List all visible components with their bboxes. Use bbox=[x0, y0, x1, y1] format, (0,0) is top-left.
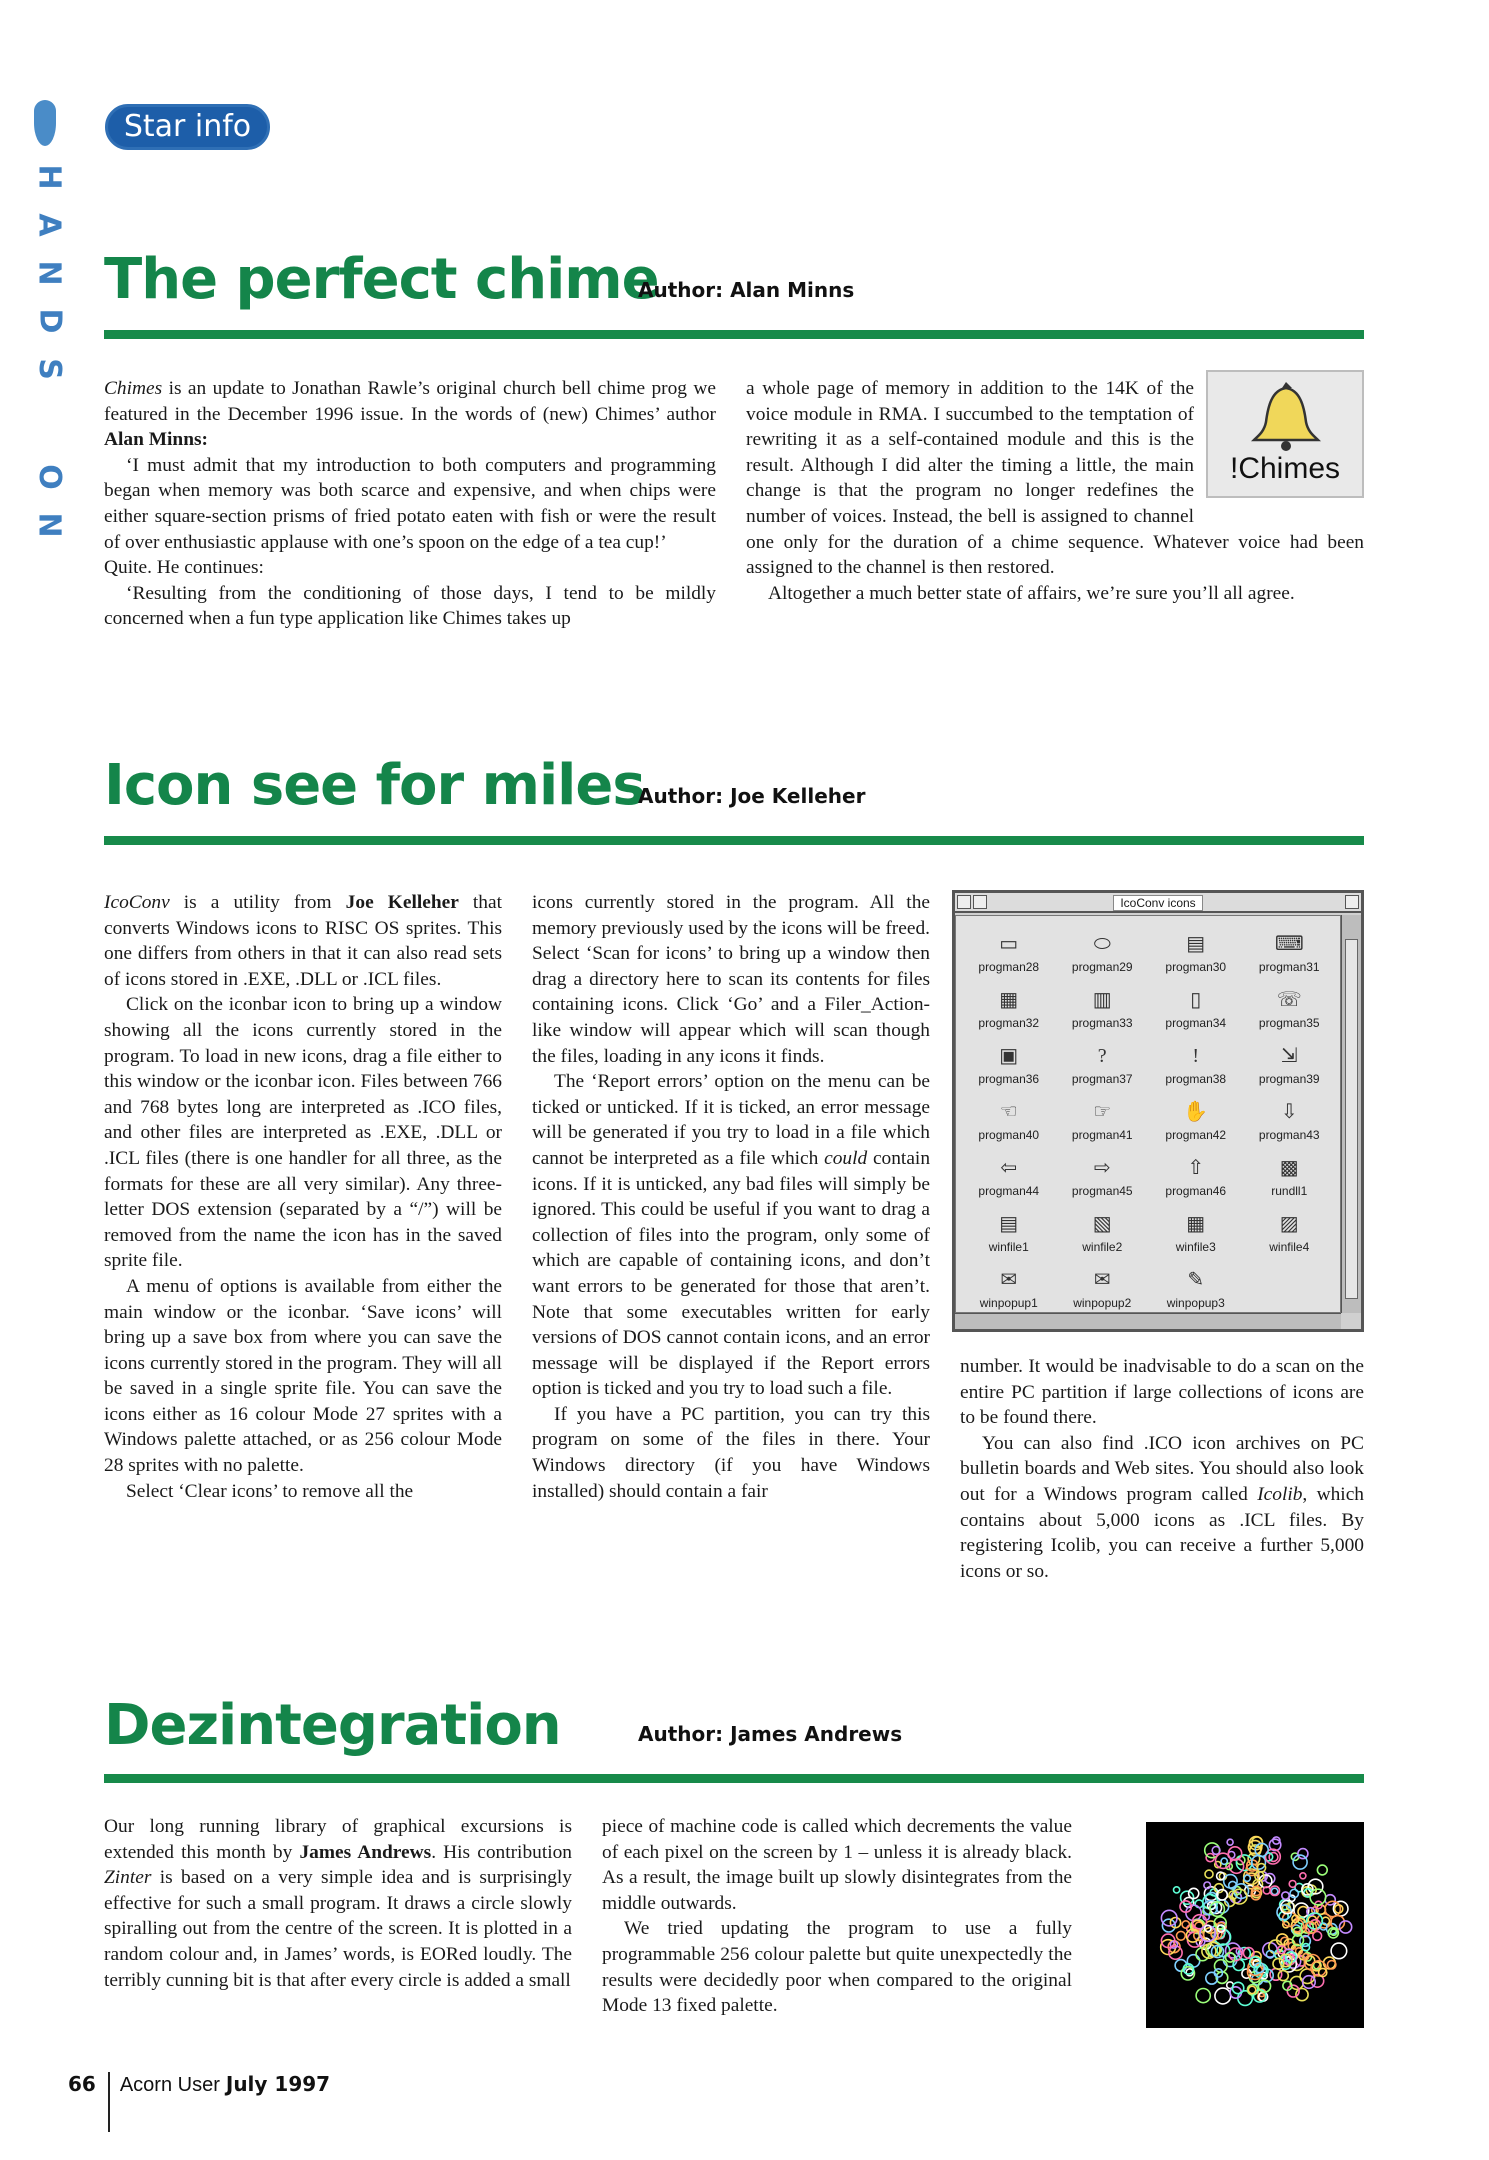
paragraph: A menu of options is available from either the main window or the iconbar. ‘Save icons’ will bring up a save box from where you can save the icons currently stored in the program. They will all be saved in a single sprite file. You can save the icons either as 16 colour Mode 27 sprites with a Windows palette attached, or as 256 colour Mode 28 sprites with no palette. bbox=[104, 1275, 502, 1477]
pattern-ring bbox=[1300, 1873, 1306, 1879]
pattern-ring bbox=[1227, 1839, 1233, 1845]
icon-label: progman32 bbox=[978, 1016, 1040, 1030]
progman39-icon: ⇲ bbox=[1280, 1045, 1298, 1067]
icon-cell-winfile1[interactable] bbox=[962, 1200, 1056, 1254]
icon-label: progman40 bbox=[978, 1128, 1040, 1142]
icon-cell-winfile3[interactable] bbox=[1149, 1200, 1243, 1254]
article-title-dez: Dezintegration bbox=[104, 1693, 561, 1758]
icon-col-3 bbox=[960, 1354, 1364, 1584]
scroll-thumb[interactable] bbox=[1345, 939, 1358, 1299]
icon-label: progman28 bbox=[978, 960, 1040, 974]
pattern-ring bbox=[1298, 1849, 1308, 1859]
icon-cell-progman40[interactable] bbox=[962, 1088, 1056, 1142]
icon-label: winpopup1 bbox=[979, 1296, 1038, 1310]
dez-col-1 bbox=[104, 1814, 572, 1993]
paragraph: You can also find .ICO icon archives on PC bulletin boards and Web sites. You should also look out for a Windows program called Icolib, which contains about 5,000 icons as .ICL files. By registering Icolib, you can receive a further 5,000 icons or so. bbox=[960, 1432, 1364, 1582]
page-number: 66 bbox=[68, 2072, 96, 2096]
pattern-ring bbox=[1244, 1875, 1250, 1881]
pattern-ring bbox=[1221, 1858, 1227, 1864]
side-tag-letter: D bbox=[32, 308, 67, 334]
icon-cell-progman33[interactable] bbox=[1056, 976, 1150, 1030]
hands-on-side-tag bbox=[30, 100, 68, 542]
icon-label: winpopup3 bbox=[1166, 1296, 1225, 1310]
progman43-icon: ⇩ bbox=[1280, 1101, 1298, 1123]
paragraph: ‘Resulting from the conditioning of those days, I tend to be mildly concerned when a fun type application like Chimes takes up bbox=[104, 582, 716, 630]
pattern-ring bbox=[1340, 1921, 1352, 1933]
icon-cell-progman42[interactable] bbox=[1149, 1088, 1243, 1142]
icon-label: progman42 bbox=[1165, 1128, 1227, 1142]
paragraph: Quite. He continues: bbox=[104, 557, 264, 579]
icon-cell-progman45[interactable] bbox=[1056, 1144, 1150, 1198]
paragraph: a whole page of memory in addition to the 14K of the voice module in RMA. I succumbed to the temptation of rewriting it as a self-contained module and this is the result. Although I did alter the timing a little, the main change is that the program no longer redefines the number of voices. Instead, the bell is assigned to channel one only for the duration of a chime sequence. Whatever voice had been assigned to the channel is then restored. bbox=[746, 378, 1364, 579]
pattern-ring bbox=[1177, 1931, 1186, 1940]
article-rule bbox=[104, 836, 1364, 845]
vertical-scrollbar[interactable] bbox=[1341, 915, 1361, 1313]
side-tag-letters bbox=[30, 160, 68, 542]
winpopup1-icon: ✉ bbox=[1000, 1269, 1018, 1291]
paragraph: ‘I must admit that my introduction to both computers and programming began when memory was both scarce and expensive, and when chips were either square-section prisms of fried potato eaten with fish or were the result of over enthusiastic applause with one’s spoon on the edge of a tea cup!’ bbox=[104, 454, 716, 553]
rundll1-icon: ▩ bbox=[1279, 1157, 1299, 1179]
winfile2-icon: ▧ bbox=[1092, 1213, 1112, 1235]
pattern-ring bbox=[1215, 1988, 1231, 2004]
paragraph: icons currently stored in the program. All the memory previously used by the icons will be freed. Select ‘Scan for icons’ to bring up a window then drag a directory here to scan its contents for files containing icons. Click ‘Go’ and a Filer_Action-like window will appear which will scan though the files, loading in any icons it finds. bbox=[532, 892, 930, 1067]
icon-grid bbox=[962, 920, 1336, 1310]
pattern-ring bbox=[1310, 1889, 1326, 1905]
icon-cell-rundll1[interactable] bbox=[1243, 1144, 1337, 1198]
pattern-ring bbox=[1278, 1971, 1288, 1981]
chimes-app-icon bbox=[1206, 370, 1364, 498]
progman41-icon: ☞ bbox=[1093, 1101, 1112, 1123]
pattern-ring bbox=[1205, 1870, 1213, 1878]
pattern-ring bbox=[1182, 1921, 1189, 1928]
progman46-icon: ⇧ bbox=[1187, 1157, 1205, 1179]
side-tag-letter: N bbox=[31, 512, 67, 538]
star-info-badge: Star info bbox=[105, 104, 270, 150]
icon-label: winpopup2 bbox=[1073, 1296, 1132, 1310]
pattern-ring bbox=[1271, 1888, 1277, 1894]
icon-cell-progman41[interactable] bbox=[1056, 1088, 1150, 1142]
side-tag-letter: A bbox=[32, 213, 67, 237]
side-tag-letter: S bbox=[31, 358, 67, 380]
icon-label: progman46 bbox=[1165, 1184, 1227, 1198]
pattern-ring bbox=[1282, 1892, 1289, 1899]
winpopup3-icon: ✎ bbox=[1187, 1269, 1205, 1291]
icon-cell-progman37[interactable] bbox=[1056, 1032, 1150, 1086]
icon-label: winfile4 bbox=[1269, 1240, 1310, 1254]
icon-cell-winpopup2[interactable] bbox=[1056, 1256, 1150, 1310]
icon-cell-progman38[interactable] bbox=[1149, 1032, 1243, 1086]
icon-col-1 bbox=[104, 890, 502, 1504]
pattern-ring bbox=[1248, 1986, 1255, 1993]
progman30-icon: ▤ bbox=[1186, 933, 1206, 955]
article-author-dez: Author: James Andrews bbox=[638, 1722, 903, 1746]
side-tag-letter: O bbox=[31, 464, 67, 490]
icon-col-2 bbox=[532, 890, 930, 1504]
icon-label: progman45 bbox=[1071, 1184, 1133, 1198]
pattern-ring bbox=[1196, 1989, 1210, 2003]
paragraph: If you have a PC partition, you can try this program on some of the files in there. Your Windows directory (if you have Windows installed) should contain a fair bbox=[532, 1403, 930, 1502]
magazine-name: Acorn User bbox=[119, 2074, 220, 2096]
icon-label: progman43 bbox=[1258, 1128, 1320, 1142]
progman36-icon: ▣ bbox=[999, 1045, 1019, 1067]
icon-cell-winfile2[interactable] bbox=[1056, 1200, 1150, 1254]
progman33-icon: ▥ bbox=[1092, 989, 1112, 1011]
tag-knob-icon bbox=[34, 100, 56, 146]
article-rule bbox=[104, 330, 1364, 339]
icon-label: winfile2 bbox=[1082, 1240, 1123, 1254]
progman45-icon: ⇨ bbox=[1093, 1157, 1111, 1179]
paragraph: piece of machine code is called which decrements the value of each pixel on the screen by 1 – unless it is already black. As a result, the image built up slowly disintegrates from the middle outwards. bbox=[602, 1816, 1072, 1914]
icon-cell-progman44[interactable] bbox=[962, 1144, 1056, 1198]
paragraph: Altogether a much better state of affairs, we’re sure you’ll all agree. bbox=[768, 582, 1295, 604]
progman32-icon: ▦ bbox=[999, 989, 1019, 1011]
icon-cell-progman28[interactable] bbox=[962, 920, 1056, 974]
progman31-icon: ⌨ bbox=[1274, 933, 1304, 955]
icon-cell-winfile4[interactable] bbox=[1243, 1200, 1337, 1254]
paragraph: IcoConv is a utility from Joe Kelleher that converts Windows icons to RISC OS sprites. This one differs from others in that it can also read sets of icons stored in .EXE, .DLL or .ICL files. bbox=[104, 892, 502, 990]
bell-icon bbox=[1246, 376, 1326, 454]
icon-label: progman44 bbox=[978, 1184, 1040, 1198]
progman35-icon: ☏ bbox=[1276, 989, 1302, 1011]
article-rule bbox=[104, 1774, 1364, 1783]
icon-label: progman38 bbox=[1165, 1072, 1227, 1086]
pattern-ring bbox=[1174, 1887, 1180, 1893]
icon-cell-progman35[interactable] bbox=[1243, 976, 1337, 1030]
pattern-ring bbox=[1303, 1976, 1316, 1989]
icon-label: progman31 bbox=[1258, 960, 1320, 974]
page-footer bbox=[68, 2072, 330, 2132]
paragraph: Click on the iconbar icon to bring up a window showing all the icons currently stored in the program. To load in new icons, drag a file either to this window or the iconbar icon. Files between 766 and 768 bytes long are interpreted as .ICO files, and other files are interpreted as .EXE, .DLL or .ICL files (there is one handler for all three, as the formats for these are all very similar). Any three-letter DOS extension (separated by a “/”) will be removed from the name the icon has in the saved sprite file. bbox=[104, 994, 502, 1272]
dez-col-2 bbox=[602, 1814, 1072, 2019]
icon-cell-progman46[interactable] bbox=[1149, 1144, 1243, 1198]
icon-cell-progman39[interactable] bbox=[1243, 1032, 1337, 1086]
dezintegration-screenshot bbox=[1146, 1822, 1364, 2028]
side-tag-letter: H bbox=[31, 164, 67, 190]
winpopup2-icon: ✉ bbox=[1093, 1269, 1111, 1291]
pattern-ring bbox=[1324, 1957, 1336, 1969]
progman44-icon: ⇦ bbox=[1000, 1157, 1018, 1179]
icon-label: progman37 bbox=[1071, 1072, 1133, 1086]
progman38-icon: ! bbox=[1192, 1045, 1200, 1067]
disintegrating-circle-pattern bbox=[1146, 1822, 1364, 2028]
icon-cell-winpopup3[interactable] bbox=[1149, 1256, 1243, 1310]
progman42-icon: ✋ bbox=[1183, 1101, 1209, 1123]
progman40-icon: ☜ bbox=[999, 1101, 1018, 1123]
footer-divider bbox=[108, 2072, 110, 2132]
progman34-icon: ▯ bbox=[1190, 989, 1202, 1011]
paragraph: The ‘Report errors’ option on the menu can be ticked or unticked. If it is ticked, an error message will be generated if you try to load in a file which cannot be interpreted as a file which could contain icons. If it is unticked, any bad files will simply be ignored. This could be useful if you want to drag a collection of files into the program, only some of which are capable of containing icons, and don’t want errors to be generated for those that aren’t. Note that some executables written for early versions of DOS cannot contain icons, and an error message will be displayed if the Report errors option is ticked and you try to load such a file. bbox=[532, 1071, 931, 1400]
icon-cell-winpopup1[interactable] bbox=[962, 1256, 1056, 1310]
icoconv-window[interactable] bbox=[952, 890, 1364, 1332]
icon-label: progman30 bbox=[1165, 960, 1227, 974]
horizontal-scrollbar[interactable] bbox=[955, 1313, 1341, 1329]
icon-label: progman29 bbox=[1071, 960, 1133, 974]
pattern-ring bbox=[1187, 1955, 1199, 1967]
icon-label: rundll1 bbox=[1271, 1184, 1308, 1198]
icon-cell-progman36[interactable] bbox=[962, 1032, 1056, 1086]
article-title-chime: The perfect chime bbox=[104, 247, 659, 312]
progman37-icon: ? bbox=[1097, 1045, 1107, 1067]
window-title: IcoConv icons bbox=[1113, 895, 1202, 911]
issue-date: July 1997 bbox=[225, 2072, 331, 2096]
paragraph: number. It would be inadvisable to do a scan on the entire PC partition if large collections of icons are to be found there. bbox=[960, 1356, 1364, 1429]
pattern-ring bbox=[1289, 1881, 1296, 1888]
window-close-icon[interactable] bbox=[973, 895, 987, 909]
chimes-icon-label: !Chimes bbox=[1229, 452, 1341, 485]
article-title-icon: Icon see for miles bbox=[104, 753, 645, 818]
progman28-icon: ▭ bbox=[999, 933, 1019, 955]
icon-label: progman36 bbox=[978, 1072, 1040, 1086]
paragraph: Chimes is an update to Jonathan Rawle’s original church bell chime prog we featured in the December 1996 issue. In the words of (new) Chimes’ author Alan Minns: bbox=[104, 378, 716, 451]
window-title-bar[interactable] bbox=[955, 893, 1361, 913]
winfile3-icon: ▦ bbox=[1186, 1213, 1206, 1235]
paragraph: Our long running library of graphical excursions is extended this month by James Andrews. His contribution Zinter is based on a very simple idea and is surprisingly effective for such a small program. It draws a circle slowly spiralling out from the centre of the screen. It is plotted in a random colour and, in James’ words, is EORed loudly. The terribly cunning bit is that after every circle is added a small bbox=[104, 1816, 573, 1991]
article-author-chime: Author: Alan Minns bbox=[638, 278, 855, 302]
icon-cell-progman31[interactable] bbox=[1243, 920, 1337, 974]
icon-cell-progman43[interactable] bbox=[1243, 1088, 1337, 1142]
article-author-icon: Author: Joe Kelleher bbox=[638, 784, 866, 808]
icon-cell-progman32[interactable] bbox=[962, 976, 1056, 1030]
side-tag-letter: N bbox=[31, 260, 67, 286]
winfile1-icon: ▤ bbox=[999, 1213, 1019, 1235]
window-toggle-size-icon[interactable] bbox=[1345, 895, 1359, 909]
pattern-ring bbox=[1331, 1943, 1347, 1959]
winfile4-icon: ▨ bbox=[1279, 1213, 1299, 1235]
icon-label: progman39 bbox=[1258, 1072, 1320, 1086]
progman29-icon: ⬭ bbox=[1093, 933, 1111, 955]
icon-label: winfile1 bbox=[988, 1240, 1029, 1254]
icon-grid-pane bbox=[955, 915, 1341, 1313]
icon-label: progman34 bbox=[1165, 1016, 1227, 1030]
icon-cell-progman29[interactable] bbox=[1056, 920, 1150, 974]
icon-label: winfile3 bbox=[1175, 1240, 1216, 1254]
pattern-ring bbox=[1335, 1905, 1343, 1913]
chime-col-1 bbox=[104, 376, 716, 632]
icon-cell-progman30[interactable] bbox=[1149, 920, 1243, 974]
paragraph: We tried updating the program to use a fully programmable 256 colour palette but quite unexpectedly the results were decidedly poor when compared to the original Mode 13 fixed palette. bbox=[602, 1918, 1072, 2017]
paragraph: Select ‘Clear icons’ to remove all the bbox=[126, 1480, 414, 1502]
icon-label: progman35 bbox=[1258, 1016, 1320, 1030]
icon-label: progman33 bbox=[1071, 1016, 1133, 1030]
icon-cell-progman34[interactable] bbox=[1149, 976, 1243, 1030]
icon-label: progman41 bbox=[1071, 1128, 1133, 1142]
pattern-ring bbox=[1317, 1865, 1327, 1875]
window-back-icon[interactable] bbox=[957, 895, 971, 909]
